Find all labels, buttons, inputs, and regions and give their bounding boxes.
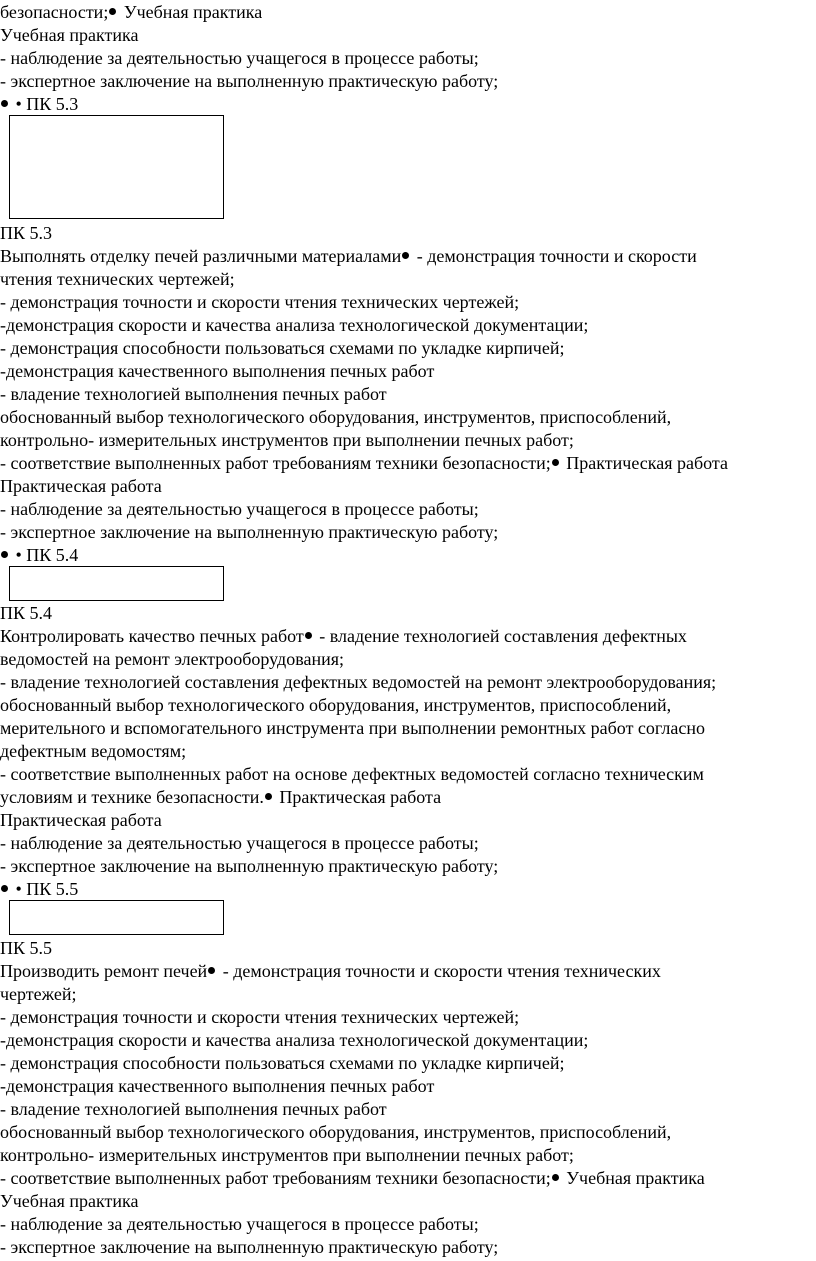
text-fragment: Учебная практика bbox=[123, 2, 263, 22]
text-line bbox=[0, 93, 78, 115]
bullet-icon bbox=[208, 967, 215, 974]
section-heading: Практическая работа bbox=[0, 476, 162, 496]
section-heading: ПК 5.5 bbox=[0, 938, 53, 958]
bullet-icon bbox=[402, 252, 409, 259]
text-line: - демонстрация способности пользоваться схемами по укладке кирпичей; bbox=[0, 1053, 565, 1073]
text-line: обоснованный выбор технологического оборудования, инструментов, приспособлений, bbox=[0, 407, 672, 427]
text-line: - демонстрация точности и скорости чтения технических чертежей; bbox=[0, 1007, 520, 1027]
text-line: - владение технологией выполнения печных работ bbox=[0, 1099, 387, 1119]
text-line: - экспертное заключение на выполненную практическую работу; bbox=[0, 71, 499, 91]
text-fragment: Практическая работа bbox=[279, 787, 442, 807]
text-line bbox=[0, 1, 262, 23]
bullet-icon bbox=[265, 793, 272, 800]
text-line: - демонстрация точности и скорости чтения технических чертежей; bbox=[0, 292, 520, 312]
text-line: - экспертное заключение на выполненную практическую работу; bbox=[0, 522, 499, 542]
text-line: - владение технологией составления дефектных ведомостей на ремонт электрооборудования; bbox=[0, 672, 717, 692]
text-fragment: - владение технологией составления дефектных bbox=[319, 626, 687, 646]
text-line bbox=[0, 245, 697, 267]
empty-frame bbox=[9, 566, 224, 601]
text-fragment: - демонстрация точности и скорости bbox=[416, 246, 697, 266]
text-line: - владение технологией выполнения печных работ bbox=[0, 384, 387, 404]
text-fragment: • ПК 5.4 bbox=[15, 545, 79, 565]
text-line: - экспертное заключение на выполненную практическую работу; bbox=[0, 856, 499, 876]
text-line: -демонстрация качественного выполнения печных работ bbox=[0, 1076, 435, 1096]
text-fragment: Выполнять отделку печей различными материалами bbox=[0, 246, 402, 266]
text-line: -демонстрация скорости и качества анализа технологической документации; bbox=[0, 1030, 589, 1050]
text-line bbox=[0, 1167, 705, 1189]
text-fragment: • ПК 5.5 bbox=[15, 879, 79, 899]
text-fragment: условиям и технике безопасности. bbox=[0, 787, 264, 807]
bullet-icon bbox=[1, 885, 8, 892]
text-line: - наблюдение за деятельностью учащегося в процессе работы; bbox=[0, 48, 479, 68]
text-line: - демонстрация способности пользоваться схемами по укладке кирпичей; bbox=[0, 338, 565, 358]
text-line bbox=[0, 960, 661, 982]
text-line: - соответствие выполненных работ на основе дефектных ведомостей согласно техническим bbox=[0, 764, 704, 784]
bullet-icon bbox=[305, 632, 312, 639]
text-fragment: Учебная практика bbox=[566, 1168, 705, 1188]
bullet-icon bbox=[109, 8, 116, 15]
text-line: мерительного и вспомогательного инструмента при выполнении ремонтных работ согласно bbox=[0, 718, 705, 738]
text-line: - наблюдение за деятельностью учащегося в процессе работы; bbox=[0, 1214, 479, 1234]
text-line: обоснованный выбор технологического оборудования, инструментов, приспособлений, bbox=[0, 695, 672, 715]
text-line bbox=[0, 625, 687, 647]
text-fragment: Производить ремонт печей bbox=[0, 961, 208, 981]
text-fragment: Практическая работа bbox=[566, 453, 728, 473]
section-heading: Практическая работа bbox=[0, 810, 162, 830]
text-line: -демонстрация качественного выполнения печных работ bbox=[0, 361, 435, 381]
section-heading: ПК 5.3 bbox=[0, 223, 53, 243]
section-heading: Учебная практика bbox=[0, 1191, 139, 1211]
text-line: - наблюдение за деятельностью учащегося в процессе работы; bbox=[0, 499, 479, 519]
text-fragment: безопасности; bbox=[0, 2, 109, 22]
text-line bbox=[0, 452, 728, 474]
text-fragment: Контролировать качество печных работ bbox=[0, 626, 304, 646]
text-line: контрольно- измерительных инструментов при выполнении печных работ; bbox=[0, 430, 574, 450]
text-fragment: • ПК 5.3 bbox=[15, 94, 79, 114]
text-fragment: - соответствие выполненных работ требованиям техники безопасности; bbox=[0, 453, 551, 473]
text-line: контрольно- измерительных инструментов при выполнении печных работ; bbox=[0, 1145, 574, 1165]
text-line bbox=[0, 878, 78, 900]
empty-frame bbox=[9, 115, 224, 219]
bullet-icon bbox=[552, 459, 559, 466]
text-line: обоснованный выбор технологического оборудования, инструментов, приспособлений, bbox=[0, 1122, 672, 1142]
empty-frame bbox=[9, 900, 224, 935]
text-line bbox=[0, 786, 441, 808]
text-line: дефектным ведомостям; bbox=[0, 741, 187, 761]
bullet-icon bbox=[1, 100, 8, 107]
bullet-icon bbox=[552, 1174, 559, 1181]
text-line: чтения технических чертежей; bbox=[0, 269, 235, 289]
bullet-icon bbox=[1, 551, 8, 558]
text-line: - наблюдение за деятельностью учащегося в процессе работы; bbox=[0, 833, 479, 853]
text-fragment: - демонстрация точности и скорости чтения технических bbox=[222, 961, 661, 981]
text-line: - экспертное заключение на выполненную практическую работу; bbox=[0, 1237, 499, 1257]
text-line: ведомостей на ремонт электрооборудования; bbox=[0, 649, 344, 669]
text-line: чертежей; bbox=[0, 984, 77, 1004]
text-line bbox=[0, 544, 78, 566]
text-line: -демонстрация скорости и качества анализа технологической документации; bbox=[0, 315, 589, 335]
section-heading: Учебная практика bbox=[0, 25, 139, 45]
section-heading: ПК 5.4 bbox=[0, 603, 53, 623]
text-fragment: - соответствие выполненных работ требованиям техники безопасности; bbox=[0, 1168, 551, 1188]
